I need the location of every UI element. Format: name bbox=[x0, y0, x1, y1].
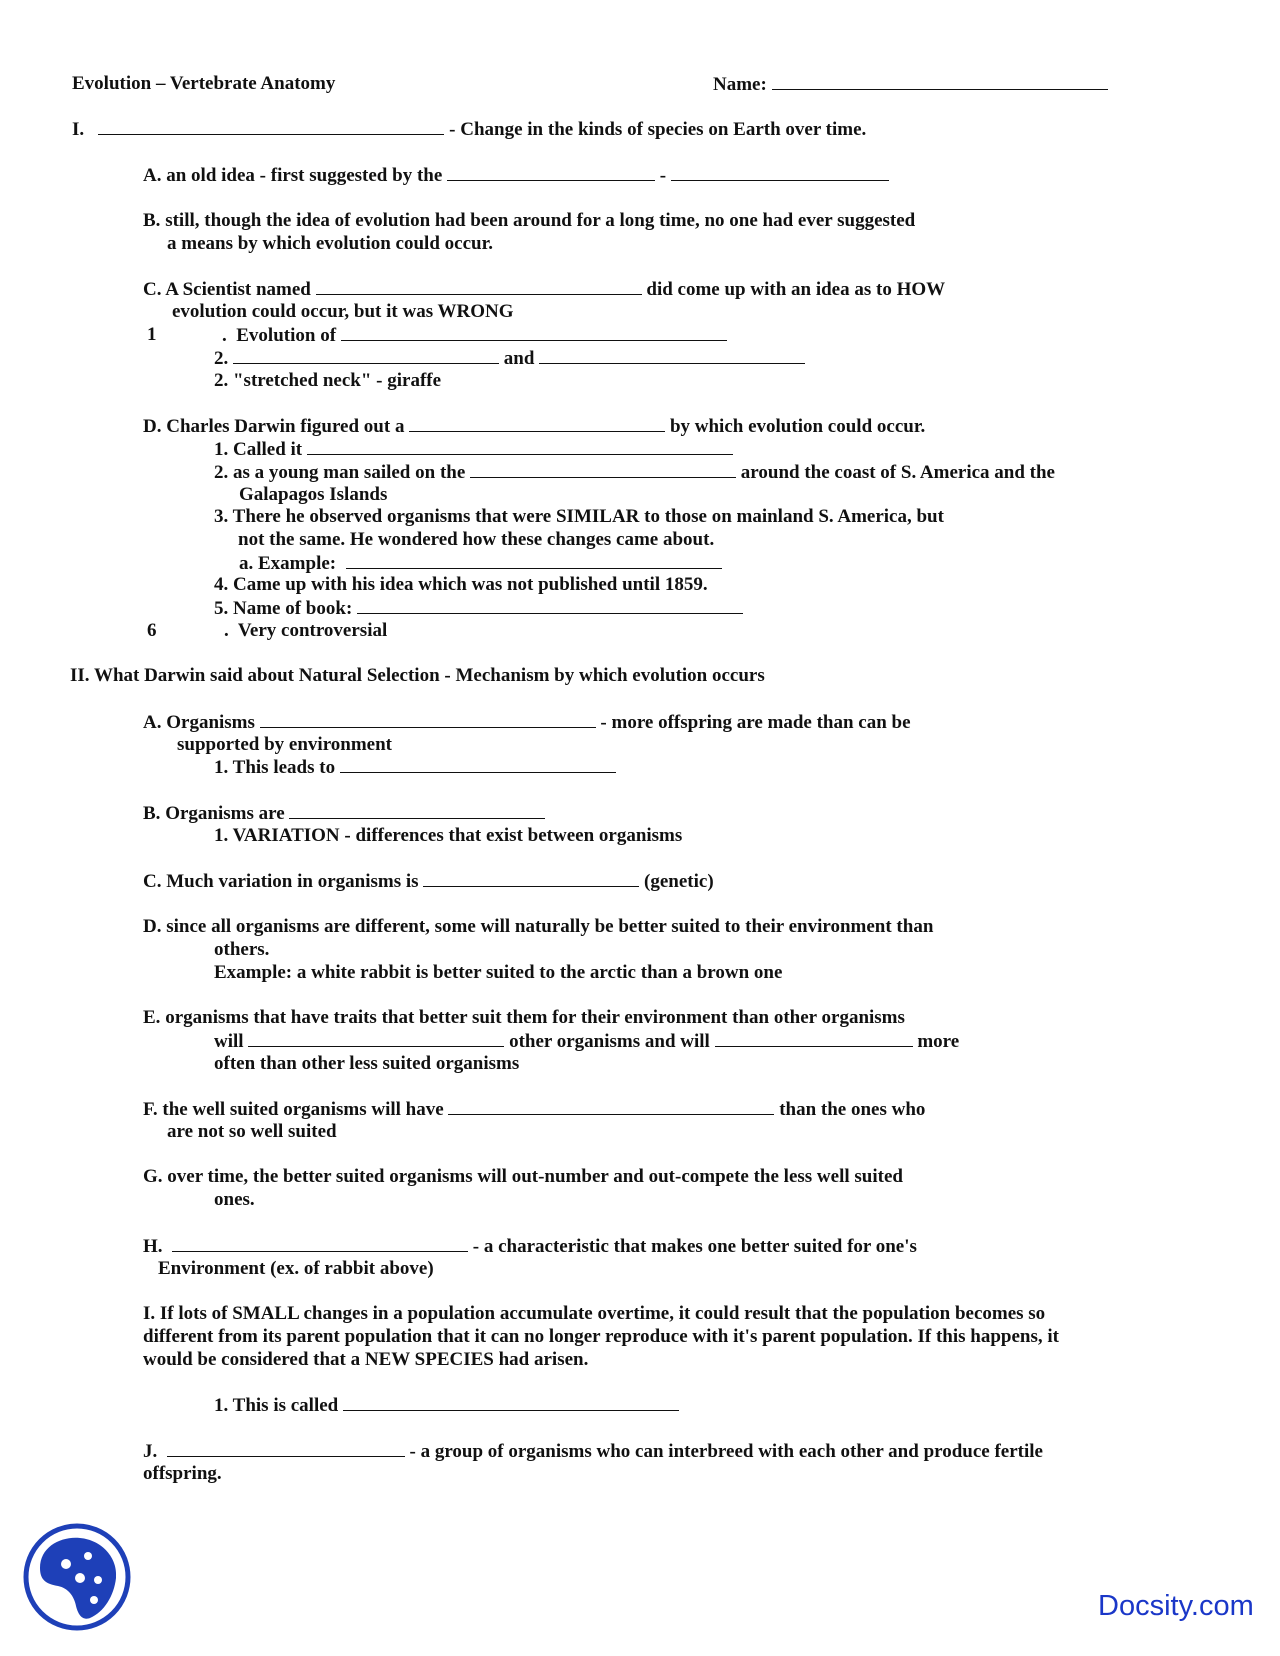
blank-2-E-2[interactable] bbox=[715, 1029, 913, 1047]
item-2-I-line1: I. If lots of SMALL changes in a population accumulate overtime, it could result that the population becomes so bbox=[143, 1303, 1046, 1324]
item-2-D-line2: others. bbox=[214, 939, 270, 960]
blank-2-J-species[interactable] bbox=[167, 1439, 405, 1457]
blank-1-C-2b[interactable] bbox=[539, 346, 805, 364]
item-2-D bbox=[143, 915, 933, 939]
blank-1-A-1[interactable] bbox=[447, 163, 655, 181]
name-label: Name: bbox=[713, 74, 767, 95]
item-text: A Scientist named bbox=[165, 279, 311, 300]
item-label: G. bbox=[143, 1166, 163, 1187]
item-2-H-line2: Environment (ex. of rabbit above) bbox=[158, 1258, 434, 1279]
item-2-G-line2: ones. bbox=[214, 1189, 255, 1210]
item-2-F bbox=[143, 1097, 925, 1122]
item-text: and bbox=[503, 348, 535, 369]
item-2-H bbox=[143, 1234, 917, 1259]
blank-2-C[interactable] bbox=[423, 869, 639, 887]
item-text: - a characteristic that makes one better suited for one's bbox=[472, 1236, 917, 1257]
item-1-C-2 bbox=[214, 346, 805, 371]
blank-1-C-scientist[interactable] bbox=[316, 277, 642, 295]
item-1-D-4 bbox=[214, 573, 708, 597]
dot: . bbox=[222, 325, 227, 346]
item-label: J. bbox=[143, 1441, 158, 1462]
separator: - bbox=[659, 165, 667, 186]
item-label: A. bbox=[143, 712, 162, 733]
item-num: 4. bbox=[214, 574, 229, 595]
item-1-D bbox=[143, 414, 925, 439]
blank-1-C-2a[interactable] bbox=[233, 346, 499, 364]
item-1-D-3-line2: not the same. He wondered how these changes came about. bbox=[238, 529, 715, 550]
section-1-number: I. bbox=[72, 119, 85, 140]
item-2-J bbox=[143, 1439, 1043, 1464]
item-num: 3. bbox=[214, 506, 229, 527]
item-1-D-6-num: 6 bbox=[147, 620, 157, 641]
blank-1-D-3-example[interactable] bbox=[346, 551, 722, 569]
item-label: B. bbox=[143, 803, 161, 824]
item-2-I-line3: would be considered that a NEW SPECIES had arisen. bbox=[143, 1349, 589, 1370]
item-text: - a group of organisms who can interbreed with each other and produce fertile bbox=[409, 1441, 1043, 1462]
blank-1-C-1[interactable] bbox=[341, 323, 727, 341]
blank-2-A[interactable] bbox=[260, 710, 596, 728]
section-1-definition: - Change in the kinds of species on Earth over time. bbox=[449, 119, 867, 140]
item-text: - more offspring are made than can be bbox=[600, 712, 911, 733]
item-1-D-1 bbox=[214, 437, 733, 462]
item-2-F-line2: are not so well suited bbox=[167, 1121, 337, 1142]
item-text: did come up with an idea as to HOW bbox=[646, 279, 946, 300]
item-2-A-line2: supported by environment bbox=[177, 734, 393, 755]
item-text: an old idea - first suggested by the bbox=[166, 165, 443, 186]
blank-2-F[interactable] bbox=[448, 1097, 774, 1115]
section-2-heading: II. What Darwin said about Natural Selection - Mechanism by which evolution occurs bbox=[70, 665, 765, 686]
item-2-J-line2: offspring. bbox=[143, 1463, 222, 1484]
item-text: will bbox=[214, 1031, 244, 1052]
item-2-E-line3: often than other less suited organisms bbox=[214, 1053, 520, 1074]
item-2-B-1: 1. VARIATION - differences that exist between organisms bbox=[214, 825, 683, 846]
item-text: over time, the better suited organisms will out-number and out-compete the less well suited bbox=[167, 1166, 903, 1187]
item-label: F. bbox=[143, 1099, 158, 1120]
item-2-E bbox=[143, 1006, 905, 1030]
item-1-C bbox=[143, 277, 945, 302]
item-1-C-line2: evolution could occur, but it was WRONG bbox=[172, 301, 514, 322]
item-label: D. bbox=[143, 916, 162, 937]
item-label: B. bbox=[143, 210, 161, 231]
item-2-I-1 bbox=[214, 1393, 679, 1418]
item-text: more bbox=[917, 1031, 960, 1052]
item-label: C. bbox=[143, 871, 162, 892]
blank-2-H-adaptation[interactable] bbox=[172, 1234, 468, 1252]
dot: . bbox=[224, 620, 229, 641]
item-text: "stretched neck" - giraffe bbox=[233, 370, 442, 391]
item-label: A. bbox=[143, 165, 162, 186]
blank-2-B[interactable] bbox=[289, 801, 545, 819]
item-1-C-3 bbox=[214, 369, 441, 393]
item-text: Evolution of bbox=[236, 325, 337, 346]
worksheet-title: Evolution – Vertebrate Anatomy bbox=[72, 73, 336, 94]
item-label: C. bbox=[143, 279, 162, 300]
item-text: the well suited organisms will have bbox=[162, 1099, 444, 1120]
item-2-E-line2 bbox=[214, 1029, 959, 1054]
blank-2-I-speciation[interactable] bbox=[343, 1393, 679, 1411]
item-num: 2. bbox=[214, 462, 229, 483]
item-1-C-1-num: 1 bbox=[147, 324, 157, 345]
blank-2-E-1[interactable] bbox=[248, 1029, 504, 1047]
item-text: Very controversial bbox=[237, 620, 388, 641]
item-text: by which evolution could occur. bbox=[669, 416, 926, 437]
item-text: Organisms bbox=[166, 712, 255, 733]
item-1-D-2-line2: Galapagos Islands bbox=[239, 484, 388, 505]
item-1-D-6 bbox=[224, 619, 387, 643]
item-1-B bbox=[143, 209, 915, 233]
item-text: a. Example: bbox=[239, 553, 337, 574]
item-text: organisms that have traits that better suit them for their environment than other organisms bbox=[165, 1007, 905, 1028]
item-text: 1. This is called bbox=[214, 1395, 339, 1416]
item-1-B-line2: a means by which evolution could occur. bbox=[167, 233, 494, 254]
item-text: 1. This leads to bbox=[214, 757, 336, 778]
item-1-D-5 bbox=[214, 596, 743, 621]
item-text: Charles Darwin figured out a bbox=[166, 416, 405, 437]
item-2-I-line2: different from its parent population that it can no longer reproduce with it's parent population. If this happens, it bbox=[143, 1326, 1059, 1347]
item-2-A bbox=[143, 710, 911, 735]
item-num: 1. bbox=[214, 439, 229, 460]
item-label: H. bbox=[143, 1236, 163, 1257]
item-2-B bbox=[143, 801, 545, 826]
item-2-C bbox=[143, 869, 714, 894]
item-label: E. bbox=[143, 1007, 161, 1028]
blank-1-A-2[interactable] bbox=[671, 163, 889, 181]
item-text: There he observed organisms that were SIMILAR to those on mainland S. America, but bbox=[232, 506, 944, 527]
item-1-A bbox=[143, 163, 889, 188]
item-text: Came up with his idea which was not published until 1859. bbox=[233, 574, 708, 595]
item-1-D-2 bbox=[214, 460, 1055, 485]
item-num: 5. bbox=[214, 598, 229, 619]
item-2-D-example: Example: a white rabbit is better suited to the arctic than a brown one bbox=[214, 962, 783, 983]
name-blank[interactable] bbox=[772, 72, 1108, 90]
blank-1-D-5-book[interactable] bbox=[357, 596, 743, 614]
item-text: Name of book: bbox=[233, 598, 353, 619]
blank-1-D-mechanism[interactable] bbox=[409, 414, 665, 432]
item-text: Organisms are bbox=[165, 803, 285, 824]
docsity-brand-link[interactable]: Docsity.com bbox=[1098, 1590, 1254, 1622]
item-text: other organisms and will bbox=[509, 1031, 710, 1052]
item-2-G bbox=[143, 1165, 903, 1189]
item-num: 2. bbox=[214, 348, 229, 369]
name-field[interactable] bbox=[713, 72, 1108, 97]
item-text: around the coast of S. America and the bbox=[740, 462, 1055, 483]
item-text: Called it bbox=[233, 439, 303, 460]
docsity-logo-icon bbox=[22, 1522, 132, 1632]
item-text: since all organisms are different, some will naturally be better suited to their environment than bbox=[166, 916, 934, 937]
item-text: Much variation in organisms is bbox=[166, 871, 419, 892]
item-text: as a young man sailed on the bbox=[233, 462, 466, 483]
item-label: D. bbox=[143, 416, 162, 437]
blank-evolution-term[interactable] bbox=[98, 117, 444, 135]
blank-2-A-1[interactable] bbox=[340, 755, 616, 773]
item-1-C-1 bbox=[222, 323, 727, 348]
item-1-D-3 bbox=[214, 505, 944, 529]
blank-1-D-2-ship[interactable] bbox=[470, 460, 736, 478]
item-2-A-1 bbox=[214, 755, 616, 780]
blank-1-D-1[interactable] bbox=[307, 437, 733, 455]
item-text: (genetic) bbox=[644, 871, 714, 892]
item-text: than the ones who bbox=[779, 1099, 926, 1120]
item-num: 2. bbox=[214, 370, 229, 391]
item-text: still, though the idea of evolution had been around for a long time, no one had ever suggested bbox=[165, 210, 916, 231]
section-1-heading bbox=[72, 117, 866, 142]
